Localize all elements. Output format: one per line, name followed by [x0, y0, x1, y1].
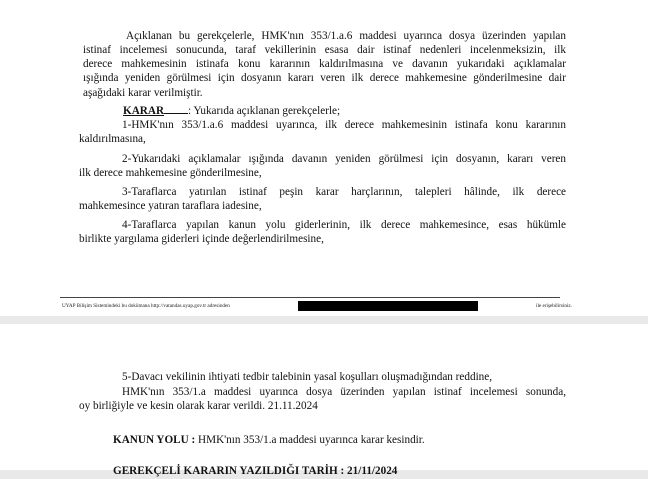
kanun-yolu-text: HMK'nın 353/1.a maddesi uyarınca karar kesindir.: [195, 434, 425, 446]
document-page-2: [0, 324, 648, 477]
decision-item-1: 1-HMK'nın 353/1.a.6 maddesi uyarınca, ilk derece mahkemesinin istinafa konu kararının: [122, 119, 566, 131]
redacted-code: [298, 301, 478, 311]
paragraph-line: derece mahkemesinin istinafa konu kararının kaldırılmasına ve davanın yukarıdaki açıklamalar: [83, 58, 566, 70]
decision-item-2: 2-Yukarıdaki açıklamalar ışığında davanın yeniden görülmesi için dosyanın, kararı veren: [122, 153, 566, 165]
kanun-yolu-label: KANUN YOLU :: [113, 434, 196, 446]
paragraph-line: Açıklanan bu gerekçelerle, HMK'nın 353/1.a.6 maddesi uyarınca dosya üzerinden yapılan: [126, 30, 566, 42]
footer-notice-end: ile erişebilirsiniz.: [536, 303, 573, 309]
footer-divider: [60, 297, 560, 298]
footer-notice: UYAP Bilişim Sistemindeki bu dokümana http://vatandas.uyap.gov.tr adresinden: [62, 303, 230, 309]
reasoned-decision-date: GEREKÇELİ KARARIN YAZILDIĞI TARİH : 21/11/2024: [113, 465, 398, 477]
karar-label: KARAR: [123, 105, 165, 117]
karar-intro: : Yukarıda açıklanan gerekçelerle;: [188, 105, 341, 117]
decision-item-4-cont: birlikte yargılama giderleri içinde değerlendirilmesine,: [79, 233, 324, 245]
final-statement-cont: oy birliğiyle ve kesin olarak karar verildi. 21.11.2024: [79, 400, 318, 412]
decision-item-3-cont: mahkemesince yatıran taraflara iadesine,: [79, 200, 262, 212]
paragraph-line: istinaf incelemesi sonucunda, taraf vekillerinin esasa dair istinaf nedenleri incelenmeksizin, ilk: [83, 44, 566, 56]
kanun-yolu: [113, 433, 425, 448]
decision-item-1-cont: kaldırılmasına,: [79, 133, 146, 145]
decision-item-2-cont: ilk derece mahkemesine gönderilmesine,: [79, 167, 262, 179]
paragraph-line: ışığında yeniden görülmesi için dosyanın kararı veren ilk derece mahkemesine gönderilmesine dair: [83, 72, 566, 84]
karar-heading: [123, 104, 340, 119]
paragraph-line: aşağıdaki karar verilmiştir.: [83, 87, 203, 99]
decision-item-3: 3-Taraflarca yatırılan istinaf peşin karar harçlarının, talepleri hâlinde, ilk derece: [122, 186, 566, 198]
decision-item-4: 4-Taraflarca yapılan kanun yolu giderlerinin, ilk derece mahkemesince, esas hükümle: [122, 219, 566, 231]
decision-item-5: 5-Davacı vekilinin ihtiyati tedbir talebinin yasal koşulları oluşmadığından reddine,: [122, 371, 493, 383]
final-statement: HMK'nın 353/1.a maddesi uyarınca dosya üzerinden yapılan istinaf incelemesi sonunda,: [122, 386, 566, 398]
